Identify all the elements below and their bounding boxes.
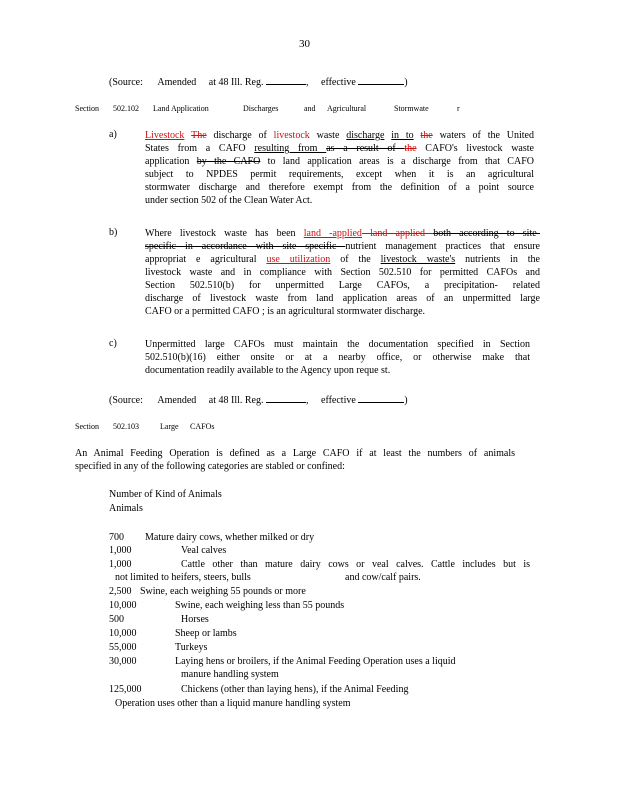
table-row-kind: Horses — [181, 614, 209, 625]
section-title-1: Land Application — [153, 104, 209, 113]
struck-text: as a result of — [326, 143, 405, 154]
text: CAFO's livestock waste — [416, 143, 534, 154]
table-header: Animals — [109, 503, 143, 514]
text: States from a CAFO — [145, 143, 255, 154]
section-heading-502-103 — [75, 421, 275, 433]
source-note: (Source: Amended at 48 Ill. Reg. , effective ) — [109, 395, 408, 406]
para-a-line — [145, 142, 534, 155]
section-label: Section — [75, 104, 99, 113]
para-a-label: a) — [109, 129, 117, 140]
table-row-num: 700 — [109, 532, 124, 543]
red-text: The — [191, 130, 207, 141]
table-row-num: 1,000 — [109, 545, 132, 556]
text: to land application areas is a discharge from that CAFO — [260, 156, 534, 167]
table-row-num: 10,000 — [109, 600, 137, 611]
para-b-line — [145, 227, 540, 240]
struck-text: both according to site- — [433, 228, 540, 239]
table-row-cont: and cow/calf pairs. — [345, 572, 421, 583]
para-b — [145, 227, 540, 318]
table-row-kind — [181, 559, 530, 571]
struck-text: by the CAFO — [196, 156, 261, 167]
para-c-label: c) — [109, 338, 117, 349]
para-a-line: stormwater discharge and therefore exempt from the definition of a point source — [145, 182, 534, 193]
text: nutrient management practices that ensure — [345, 241, 540, 252]
para-c — [145, 338, 530, 377]
reg-blank — [266, 393, 306, 403]
table-row-num: 55,000 — [109, 642, 137, 653]
table-row-kind: Turkeys — [175, 642, 208, 653]
effective-blank — [358, 75, 404, 85]
table-row-kind: Chickens (other than laying hens), if the Animal Feeding — [181, 684, 409, 695]
red-text: use utilization — [266, 254, 331, 265]
effective-blank — [358, 393, 404, 403]
table-row-kind: Laying hens or broilers, if the Animal Feeding Operation uses a liquid — [175, 656, 456, 667]
table-header: Number of Kind of Animals — [109, 489, 222, 500]
para-a-line: under section 502 of the Clean Water Act. — [145, 195, 313, 206]
para-a — [145, 129, 534, 207]
table-row-kind: Swine, each weighing 55 pounds or more — [140, 586, 306, 597]
section-number: 502.103 — [113, 422, 139, 431]
red-text: Livestock — [145, 130, 185, 141]
source-close: ) — [404, 77, 408, 88]
para-b-line: CAFO or a permitted CAFO ; is an agricultural stormwater discharge. — [145, 306, 426, 317]
para-a-line — [145, 129, 534, 142]
source-close: ) — [404, 395, 408, 406]
text: waste — [309, 130, 347, 141]
section-title-2: Discharges — [243, 104, 279, 113]
para-a-line: subject to NPDES permit requirements, except when it is an agricultural — [145, 169, 534, 180]
source-amended: Amended — [157, 77, 197, 88]
table-row-kind: Veal calves — [181, 545, 227, 556]
para-c-line: 502.510(b)(16) either onsite or at a nearby office, or otherwise make that — [145, 352, 530, 363]
table-row-cont: Operation uses other than a liquid manure handling system — [115, 698, 351, 709]
red-text: land -applied — [303, 228, 362, 239]
para-b-line — [145, 240, 540, 253]
text — [414, 130, 421, 141]
section-title-4: Agricultural — [327, 104, 367, 113]
section-title-2: CAFOs — [190, 422, 215, 431]
red-text: the — [420, 130, 433, 141]
para-c-line: Unpermitted large CAFOs must maintain the documentation specified in Section — [145, 339, 530, 350]
para-b-label: b) — [109, 227, 118, 238]
para-b-line: Section 502.510(b) for unpermitted Large CAFOs, a precipitation- related — [145, 280, 540, 291]
source-prefix: (Source: — [109, 395, 143, 406]
red-text: livestock — [273, 130, 310, 141]
source-amended: Amended — [157, 395, 197, 406]
text: application — [145, 156, 197, 167]
para-b-line: discharge of livestock waste from land application areas of an unpermitted large — [145, 293, 540, 304]
underlined-text: in to — [391, 130, 414, 141]
source-prefix: (Source: — [109, 77, 143, 88]
text: Where livestock waste has been — [145, 228, 304, 239]
para-c-line: documentation readily available to the Agency upon reque st. — [145, 365, 391, 376]
table-row-cont: not limited to heifers, steers, bulls — [115, 572, 251, 583]
section-label: Section — [75, 422, 99, 431]
para-b-line: livestock waste and in compliance with Section 502.510 for permitted CAFOs and — [145, 267, 540, 278]
para-b-line — [145, 253, 540, 266]
section-number: 502.102 — [113, 104, 139, 113]
underlined-text: resulting from — [254, 143, 327, 154]
source-note: (Source: Amended at 48 Ill. Reg. , effective ) — [109, 77, 408, 88]
section-title-6: r — [457, 104, 460, 113]
section-title-3: and — [304, 104, 316, 113]
table-row-num: 1,000 — [109, 559, 132, 570]
page-number: 30 — [299, 38, 310, 50]
table-row-kind: Mature dairy cows, whether milked or dry — [145, 532, 315, 543]
red-text: land applied — [361, 228, 434, 239]
table-row-line: Cattle other than mature dairy cows or veal calves. Cattle includes but is — [181, 559, 530, 570]
reg-blank — [266, 75, 306, 85]
source-at: at 48 Ill. Reg. — [208, 77, 264, 88]
red-text: the — [404, 143, 417, 154]
intro-line: An Animal Feeding Operation is defined as a Large CAFO if at least the numbers of animals — [75, 448, 515, 459]
table-row-num: 500 — [109, 614, 124, 625]
table-row-kind: Sheep or lambs — [175, 628, 237, 639]
source-effective: effective — [321, 395, 356, 406]
text: appropriat e agricultural — [145, 254, 267, 265]
source-at: at 48 Ill. Reg. — [208, 395, 264, 406]
underlined-text: livestock waste's — [380, 254, 456, 265]
section-title-1: Large — [160, 422, 179, 431]
table-row-num: 10,000 — [109, 628, 137, 639]
table-row-num: 125,000 — [109, 684, 142, 695]
table-row-num: 30,000 — [109, 656, 137, 667]
section-heading-502-102 — [75, 103, 475, 115]
table-row-kind: Swine, each weighing less than 55 pounds — [175, 600, 345, 611]
para-a-line — [145, 155, 534, 168]
text: nutrients in the — [455, 254, 540, 265]
source-effective: effective — [321, 77, 356, 88]
struck-text: specific in accordance with site specific — [145, 241, 346, 252]
table-row-cont: manure handling system — [181, 669, 279, 680]
intro-paragraph — [75, 447, 515, 473]
table-row-num: 2,500 — [109, 586, 132, 597]
text: waters of the United — [432, 130, 534, 141]
intro-line: specified in any of the following categories are stabled or confined: — [75, 461, 345, 472]
underlined-text: discharge — [346, 130, 385, 141]
section-title-5: Stormwate — [394, 104, 429, 113]
text: discharge of — [206, 130, 274, 141]
text: of the — [330, 254, 381, 265]
